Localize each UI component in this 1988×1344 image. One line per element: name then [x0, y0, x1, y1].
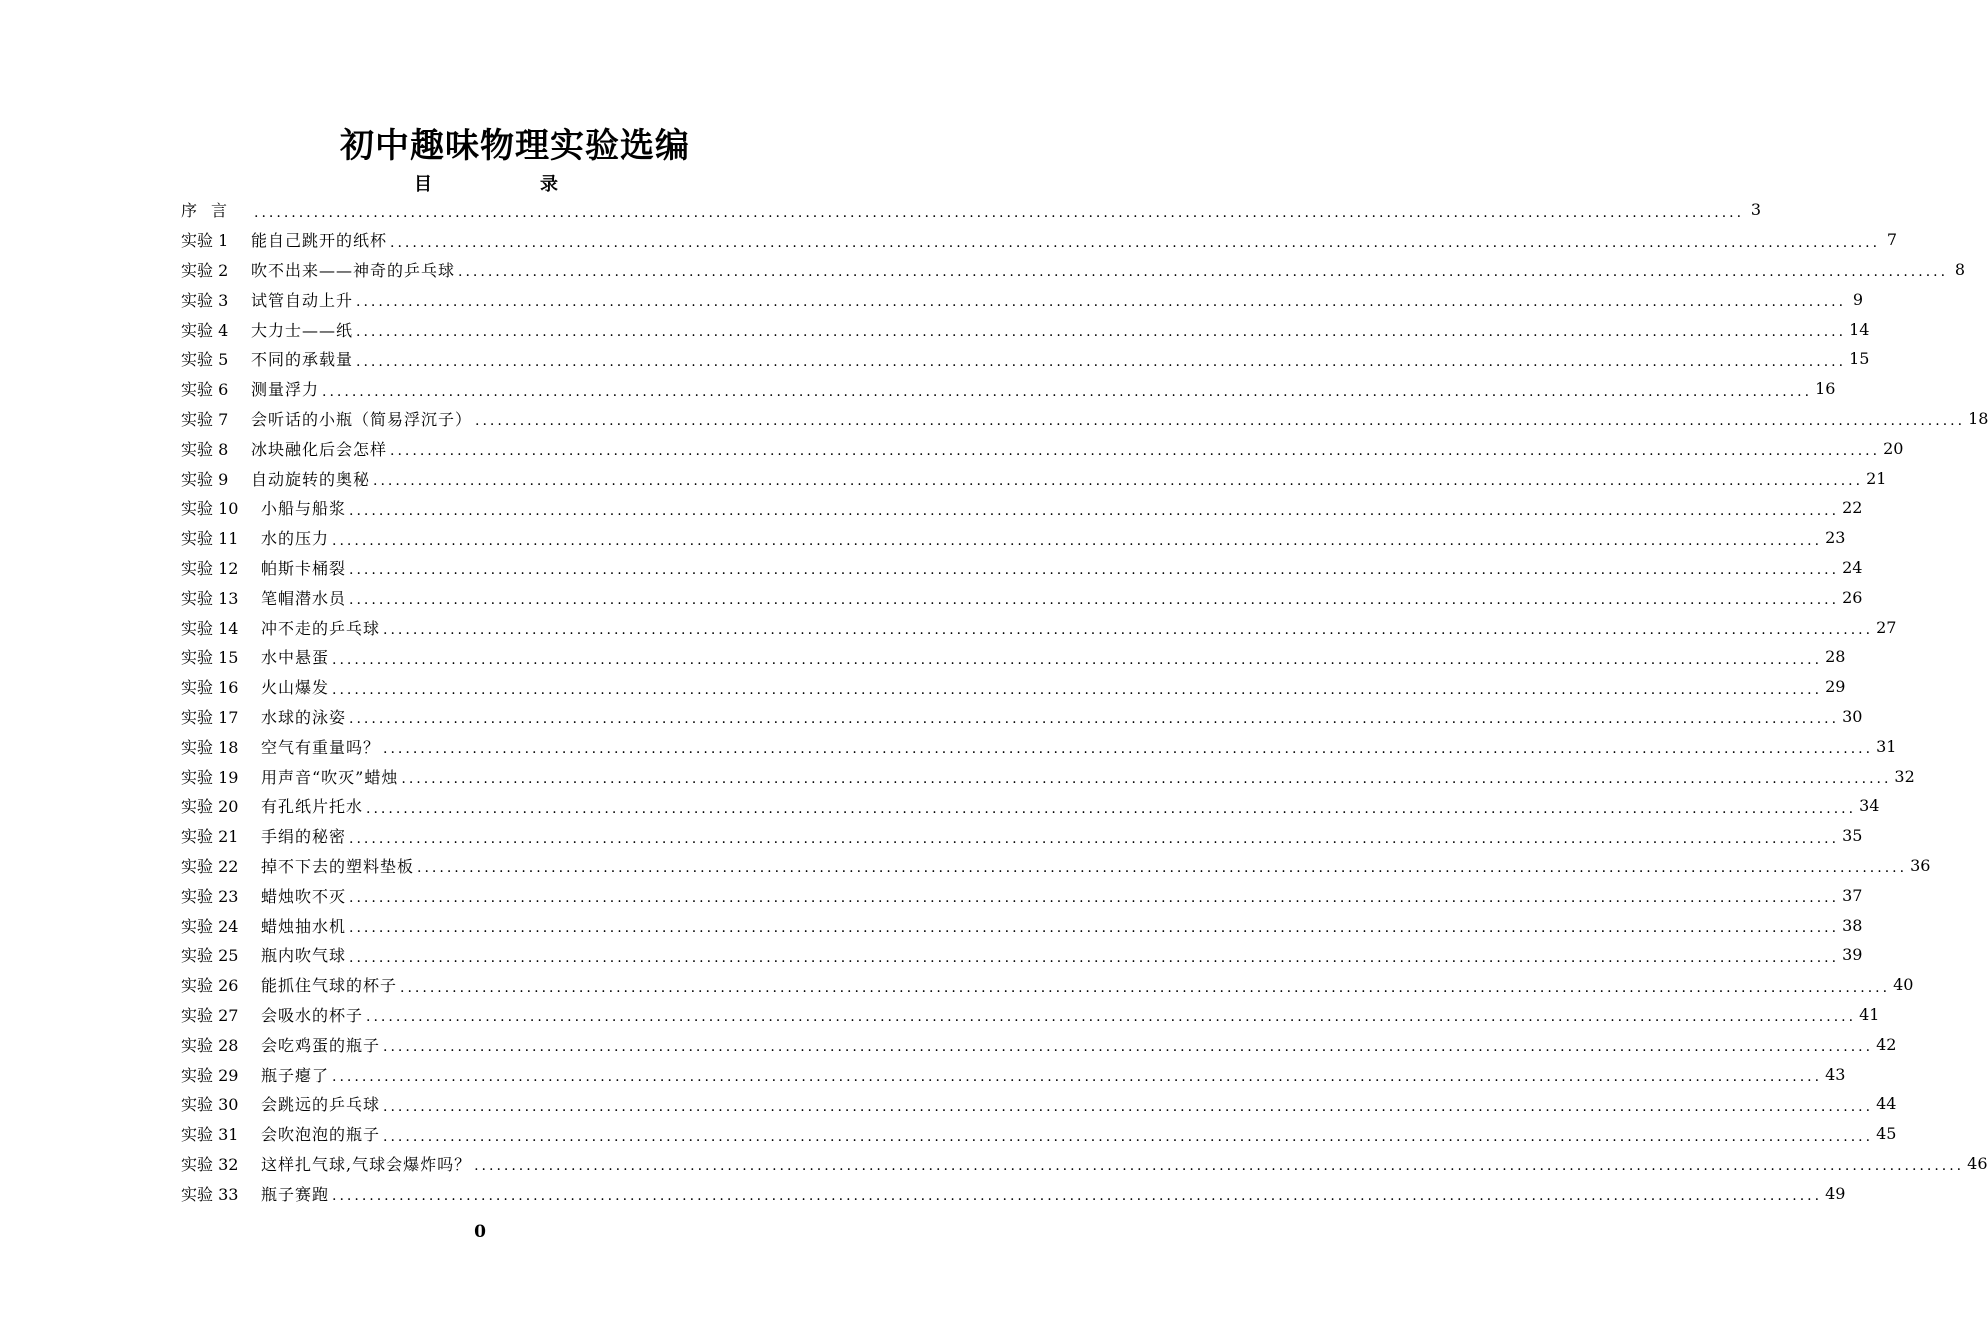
toc-entry[interactable]	[181, 1178, 1846, 1208]
toc-entry-number: 实验 6	[181, 380, 229, 400]
toc-leader-dots: ........................................................................................................................................................................................................	[332, 681, 1823, 698]
toc-page-number: 20	[1883, 438, 1904, 458]
toc-leader-dots: ........................................................................................................................................................................................................	[349, 711, 1840, 728]
toc-leader-dots: ........................................................................................................................................................................................................	[400, 979, 1891, 996]
toc-page-number: 26	[1842, 587, 1863, 607]
toc-entry[interactable]	[181, 702, 1863, 732]
toc-page-number: 7	[1886, 230, 1898, 250]
toc-entry-number: 实验 32	[181, 1154, 239, 1174]
toc-page-number: 35	[1842, 826, 1863, 846]
toc-entry[interactable]	[181, 821, 1863, 851]
toc-entry[interactable]	[181, 314, 1870, 344]
toc-entry[interactable]	[181, 910, 1863, 940]
toc-entry-title: 掉不下去的塑料垫板	[261, 856, 415, 876]
toc-leader-dots: ........................................................................................................................................................................................................	[366, 800, 1857, 817]
toc-entry-title: 冲不走的乒乓球	[261, 618, 381, 638]
toc-leader-dots: ........................................................................................................................................................................................................	[390, 234, 1881, 251]
toc-page-number: 24	[1842, 557, 1863, 577]
toc-entry-title: 大力士——纸	[251, 320, 354, 340]
toc-page-number: 39	[1842, 945, 1863, 965]
toc-page-number: 40	[1893, 975, 1914, 995]
toc-entry-number: 实验 30	[181, 1095, 239, 1115]
page-number: 0	[474, 1222, 486, 1242]
toc-entry[interactable]	[181, 225, 1898, 255]
toc-entry-number: 实验 28	[181, 1035, 239, 1055]
toc-entry-title: 能自己跳开的纸杯	[251, 231, 388, 251]
toc-entry-number: 实验 13	[181, 588, 239, 608]
toc-entry[interactable]	[181, 1119, 1897, 1149]
toc-entry[interactable]	[181, 851, 1931, 881]
toc-entry-number: 实验 4	[181, 320, 229, 340]
toc-leader-dots: ........................................................................................................................................................................................................	[349, 592, 1840, 609]
toc-leader-dots: ........................................................................................................................................................................................................	[401, 771, 1892, 788]
toc-page-number: 29	[1825, 677, 1846, 697]
toc-entry-title: 有孔纸片托水	[261, 797, 364, 817]
toc-page-number: 31	[1876, 736, 1897, 756]
toc-leader-dots: ........................................................................................................................................................................................................	[383, 1098, 1874, 1115]
toc-entry-number: 实验 27	[181, 1005, 239, 1025]
toc-leader-dots: ........................................................................................................................................................................................................	[332, 651, 1823, 668]
toc-entry-title: 空气有重量吗？	[261, 737, 381, 757]
toc-heading-right: 录	[540, 174, 558, 195]
table-of-contents	[181, 195, 1988, 1208]
toc-leader-dots: ........................................................................................................................................................................................................	[458, 264, 1949, 281]
toc-leader-dots: ........................................................................................................................................................................................................	[349, 890, 1840, 907]
toc-page-number: 36	[1910, 855, 1931, 875]
toc-page-number: 21	[1866, 468, 1887, 488]
toc-leader-dots: ........................................................................................................................................................................................................	[383, 741, 1874, 758]
toc-leader-dots: ........................................................................................................................................................................................................	[254, 204, 1745, 221]
toc-entry-title: 水球的泳姿	[261, 707, 347, 727]
toc-leader-dots: ........................................................................................................................................................................................................	[356, 294, 1847, 311]
toc-entry[interactable]	[181, 582, 1863, 612]
toc-entry-number: 实验 15	[181, 648, 239, 668]
toc-entry-title: 试管自动上升	[251, 290, 354, 310]
toc-leader-dots: ........................................................................................................................................................................................................	[417, 860, 1908, 877]
toc-entry-number: 实验 29	[181, 1065, 239, 1085]
toc-entry-title: 会吃鸡蛋的瓶子	[261, 1035, 381, 1055]
toc-entry[interactable]	[181, 612, 1897, 642]
toc-leader-dots: ........................................................................................................................................................................................................	[349, 949, 1840, 966]
toc-page-number: 23	[1825, 528, 1846, 548]
toc-leader-dots: ........................................................................................................................................................................................................	[349, 502, 1840, 519]
toc-page-number: 43	[1825, 1064, 1846, 1084]
toc-page-number: 32	[1894, 766, 1915, 786]
toc-leader-dots: ........................................................................................................................................................................................................	[349, 920, 1840, 937]
toc-leader-dots: ........................................................................................................................................................................................................	[332, 1069, 1823, 1085]
toc-entry[interactable]	[181, 553, 1863, 583]
toc-entry[interactable]	[181, 1029, 1897, 1059]
toc-entry-number: 实验 11	[181, 529, 239, 549]
toc-entry-title: 瓶子瘪了	[261, 1065, 330, 1085]
toc-entry[interactable]	[181, 255, 1966, 285]
toc-entry-number: 实验 14	[181, 618, 239, 638]
toc-entry[interactable]	[181, 433, 1904, 463]
toc-entry[interactable]	[181, 970, 1914, 1000]
toc-page-number: 14	[1849, 319, 1870, 339]
toc-entry-title: 冰块融化后会怎样	[251, 439, 388, 459]
toc-entry[interactable]	[181, 642, 1846, 672]
toc-entry-title: 自动旋转的奥秘	[251, 469, 371, 489]
toc-entry-number: 实验 16	[181, 678, 239, 698]
toc-entry-title: 不同的承载量	[251, 350, 354, 370]
toc-leader-dots: ........................................................................................................................................................................................................	[356, 324, 1847, 341]
toc-entry-title: 帕斯卡桶裂	[261, 558, 347, 578]
toc-entry-title: 手绢的秘密	[261, 827, 347, 847]
toc-entry-number: 实验 9	[181, 469, 229, 489]
toc-entry[interactable]	[181, 374, 1836, 404]
toc-entry-title: 小船与船浆	[261, 499, 347, 519]
toc-entry[interactable]	[181, 791, 1880, 821]
toc-entry-title: 吹不出来——神奇的乒乓球	[251, 260, 456, 280]
toc-entry-title: 会跳远的乒乓球	[261, 1095, 381, 1115]
toc-entry[interactable]	[181, 1089, 1897, 1119]
toc-leader-dots: ........................................................................................................................................................................................................	[373, 473, 1864, 490]
toc-entry-title: 瓶内吹气球	[261, 946, 347, 966]
toc-entry-title: 蜡烛抽水机	[261, 916, 347, 936]
toc-entry-number: 实验 33	[181, 1184, 239, 1204]
toc-leader-dots: ........................................................................................................................................................................................................	[383, 1039, 1874, 1056]
toc-entry[interactable]	[181, 672, 1846, 702]
toc-entry-number: 实验 19	[181, 767, 239, 787]
toc-page-number: 15	[1849, 349, 1870, 369]
toc-entry-number: 实验 10	[181, 499, 239, 519]
toc-page-number: 46	[1967, 1153, 1988, 1173]
toc-entry[interactable]	[181, 463, 1887, 493]
toc-entry-number: 实验 18	[181, 737, 239, 757]
toc-entry[interactable]	[181, 761, 1915, 791]
toc-leader-dots: ........................................................................................................................................................................................................	[332, 1188, 1823, 1205]
toc-page-number: 38	[1842, 915, 1863, 935]
toc-entry[interactable]	[181, 940, 1863, 970]
toc-page-number: 30	[1842, 706, 1863, 726]
toc-entry-title: 这样扎气球,气球会爆炸吗？	[261, 1154, 472, 1174]
toc-heading	[414, 170, 558, 196]
toc-entry-title: 笔帽潜水员	[261, 588, 347, 608]
toc-entry-number: 实验 7	[181, 409, 229, 429]
toc-entry-number: 实验 12	[181, 558, 239, 578]
toc-entry[interactable]	[181, 1149, 1988, 1179]
toc-entry-number: 实验 1	[181, 231, 229, 251]
toc-entry-number: 实验 5	[181, 350, 229, 370]
toc-entry-title: 火山爆发	[261, 678, 330, 698]
toc-entry[interactable]	[181, 284, 1864, 314]
toc-page-number: 34	[1859, 796, 1880, 816]
toc-entry-number: 实验 24	[181, 916, 239, 936]
toc-leader-dots: ........................................................................................................................................................................................................	[349, 830, 1840, 847]
toc-entry-number: 实验 2	[181, 260, 229, 280]
toc-preface-label: 序言	[181, 201, 242, 221]
toc-page-number: 49	[1825, 1183, 1846, 1203]
toc-entry-preface[interactable]	[181, 195, 1762, 225]
toc-page-number: 41	[1859, 1004, 1880, 1024]
toc-page-number: 44	[1876, 1094, 1897, 1114]
toc-entry-number: 实验 8	[181, 439, 229, 459]
document-title: 初中趣味物理实验选编	[340, 126, 690, 166]
toc-entry-title: 水的压力	[261, 529, 330, 549]
toc-leader-dots: ........................................................................................................................................................................................................	[390, 443, 1881, 460]
toc-page-number: 22	[1842, 498, 1863, 518]
toc-entry-number: 实验 20	[181, 797, 239, 817]
toc-entry-number: 实验 25	[181, 946, 239, 966]
toc-entry-number: 实验 21	[181, 827, 239, 847]
toc-leader-dots: ........................................................................................................................................................................................................	[383, 622, 1874, 639]
toc-entry-number: 实验 31	[181, 1125, 239, 1145]
toc-entry[interactable]	[181, 1059, 1846, 1089]
toc-entry[interactable]	[181, 523, 1846, 553]
toc-entry-title: 瓶子赛跑	[261, 1184, 330, 1204]
toc-leader-dots: ........................................................................................................................................................................................................	[349, 562, 1840, 579]
toc-page-number: 3	[1750, 200, 1762, 220]
toc-page-number: 42	[1876, 1034, 1897, 1054]
toc-entry-number: 实验 3	[181, 290, 229, 310]
toc-entry[interactable]	[181, 344, 1870, 374]
toc-heading-left: 目	[414, 174, 432, 195]
toc-entry-number: 实验 23	[181, 886, 239, 906]
toc-page-number: 8	[1954, 259, 1966, 279]
toc-page-number: 9	[1852, 289, 1864, 309]
toc-leader-dots: ........................................................................................................................................................................................................	[383, 1128, 1874, 1145]
toc-entry-title: 会听话的小瓶（简易浮沉子）	[251, 409, 473, 429]
toc-entry-title: 测量浮力	[251, 380, 320, 400]
toc-entry-number: 实验 22	[181, 856, 239, 876]
toc-entry[interactable]	[181, 493, 1863, 523]
toc-entry-title: 水中悬蛋	[261, 648, 330, 668]
toc-leader-dots: ........................................................................................................................................................................................................	[356, 353, 1847, 370]
toc-entry[interactable]	[181, 731, 1897, 761]
toc-entry-title: 能抓住气球的杯子	[261, 976, 398, 996]
toc-page-number: 37	[1842, 885, 1863, 905]
toc-leader-dots: ........................................................................................................................................................................................................	[475, 413, 1966, 430]
toc-entry[interactable]	[181, 404, 1988, 434]
toc-page-number: 18	[1968, 408, 1988, 428]
toc-page-number: 16	[1815, 379, 1836, 399]
toc-page-number: 45	[1876, 1124, 1897, 1144]
toc-leader-dots: ........................................................................................................................................................................................................	[366, 1009, 1857, 1026]
toc-entry[interactable]	[181, 880, 1863, 910]
toc-leader-dots: ........................................................................................................................................................................................................	[474, 1158, 1965, 1175]
toc-entry-number: 实验 26	[181, 976, 239, 996]
toc-page-number: 27	[1876, 617, 1897, 637]
toc-leader-dots: ........................................................................................................................................................................................................	[332, 532, 1823, 549]
toc-page-number: 28	[1825, 647, 1846, 667]
toc-entry-title: 会吹泡泡的瓶子	[261, 1125, 381, 1145]
toc-leader-dots: ........................................................................................................................................................................................................	[322, 383, 1813, 400]
toc-entry[interactable]	[181, 1000, 1880, 1030]
toc-entry-title: 会吸水的杯子	[261, 1005, 364, 1025]
toc-entry-number: 实验 17	[181, 707, 239, 727]
toc-entry-title: 蜡烛吹不灭	[261, 886, 347, 906]
toc-entry-title: 用声音“吹灭”蜡烛	[261, 767, 399, 787]
